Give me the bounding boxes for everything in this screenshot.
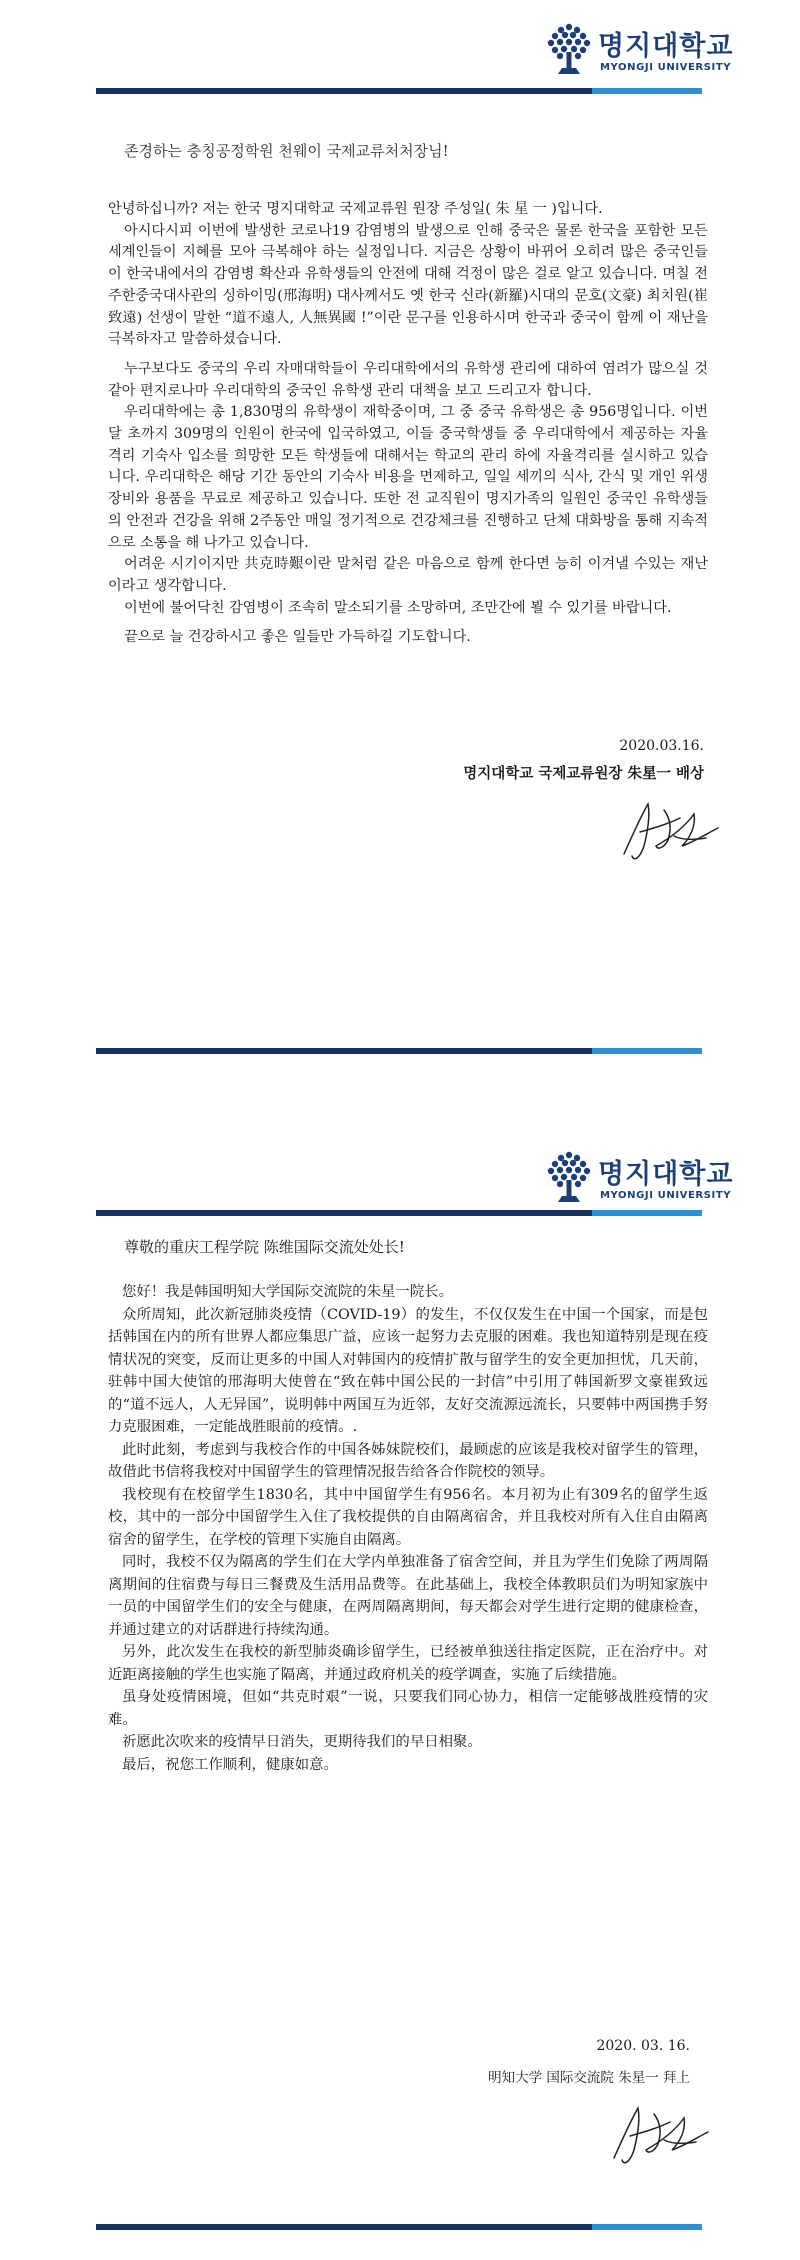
chinese-sender: 明知大学 国际交流院 朱星一 拜上	[488, 2070, 690, 2086]
header-divider	[96, 1210, 702, 1216]
korean-paragraph: 이번에 불어닥친 감염병이 조속히 말소되기를 소망하며, 조만간에 뵐 수 있기를 바랍니다.	[124, 599, 672, 616]
chinese-salutation: 尊敬的重庆工程学院 陈维国际交流处处长!	[124, 1238, 405, 1256]
chinese-paragraph: 另外，此次发生在我校的新型肺炎确诊留学生，已经被单独送往指定医院，正在治疗中。对近距离接触的学生也实施了隔离，并通过政府机关的疫学调查，实施了后续措施。	[108, 1644, 708, 1683]
korean-salutation: 존경하는 충칭공정학원 천웨이 국제교류처처장님!	[124, 142, 449, 160]
chinese-paragraph: 众所周知，此次新冠肺炎疫情（COVID-19）的发生，不仅仅发生在中国一个国家，而是包括韩国在内的所有世界人都应集思广益，应该一起努力去克服的困难。我也知道特别是现在疫情状况的突变，反而让更多的中国人对韩国内的疫情扩散与留学生的安全更加担忧，几天前，驻韩中国大使馆的邢海明大使曾在“致在韩中国公民的一封信”中引用了韩国新罗文豪崔致远的“道不远人，人无异国”，说明韩中两国互为近邻，友好交流源远流长，只要韩中两国携手努力克服困难，一定能战胜眼前的疫情。.	[108, 1306, 708, 1435]
tree-emblem-icon	[546, 22, 592, 76]
chinese-paragraph: 虽身处疫情困境，但如“共克时艰”一说，只要我们同心协力，相信一定能够战胜疫情的灾难。	[108, 1689, 708, 1728]
university-english-name: MYONGJI UNIVERSITY	[600, 1190, 732, 1201]
signature-icon	[610, 788, 740, 868]
chinese-letter-body	[108, 1236, 708, 1776]
footer-divider	[96, 1048, 702, 1054]
korean-letter-page	[0, 0, 800, 1120]
tree-emblem-icon	[546, 1150, 592, 1204]
korean-paragraph: 우리대학에는 총 1,830명의 유학생이 재학중이며, 그 중 중국 유학생은 총 956명입니다. 이번달 초까지 309명의 인원이 한국에 입국하였고, 이들 중국학생들 중 우리대학에서 제공하는 자율격리 기숙사 입소를 희망한 모든 학생들에 대해서는 학교의 관리 하에 자율격리를 실시하고 있습니다. 우리대학은 해당 기간 동안의 기숙사 비용을 면제하고, 일일 세끼의 식사, 간식 및 개인 위생장비와 용품을 무료로 제공하고 있습니다. 또한 전 교직원이 명지가족의 일원인 중국인 유학생들의 안전과 건강을 위해 2주동안 매일 정기적으로 건강체크를 진행하고 단체 대화방을 통해 지속적으로 소통을 해 나가고 있습니다.	[108, 404, 708, 551]
header-divider	[96, 88, 702, 94]
korean-paragraph: 끝으로 늘 건강하시고 좋은 일들만 가득하길 기도합니다.	[124, 629, 471, 646]
university-logo	[546, 1146, 786, 1212]
chinese-paragraph: 此时此刻，考虑到与我校合作的中国各姊妹院校们，最顾虑的应该是我校对留学生的管理，故借此书信将我校对中国留学生的管理情况报告给各合作院校的领导。	[108, 1441, 708, 1480]
chinese-date: 2020. 03. 16.	[596, 2038, 690, 2054]
korean-paragraph: 안녕하십니까? 저는 한국 명지대학교 국제교류원 원장 주성일( 朱 星 一 )입니다.	[108, 201, 603, 217]
university-logo	[546, 18, 786, 84]
korean-paragraph: 누구보다도 중국의 우리 자매대학들이 우리대학에서의 유학생 관리에 대하여 염려가 많으실 것 같아 편지로나마 우리대학의 중국인 유학생 관리 대책을 보고 드리고자 합니다.	[108, 360, 708, 399]
korean-paragraph: 어려운 시기이지만 共克時艱이란 말처럼 같은 마음으로 함께 한다면 능히 이겨낼 수있는 재난이라고 생각합니다.	[108, 556, 708, 594]
chinese-letter-page	[0, 1130, 800, 2260]
chinese-paragraph: 您好！我是韩国明知大学国际交流院的朱星一院长。	[122, 1284, 453, 1300]
korean-date: 2020.03.16.	[619, 738, 704, 754]
chinese-paragraph: 祈愿此次吹来的疫情早日消失，更期待我们的早日相聚。	[122, 1734, 482, 1750]
signature-icon	[600, 2092, 730, 2172]
chinese-paragraph: 同时，我校不仅为隔离的学生们在大学内单独准备了宿舍空间，并且为学生们免除了两周隔离期间的住宿费与每日三餐费及生活用品费等。在此基础上，我校全体教职员们为明知家族中一员的中国留学生们的安全与健康，在两周隔离期间，每天都会对学生进行定期的健康检查，并通过建立的对话群进行持续沟通。	[108, 1554, 708, 1638]
university-name: 명지대학교	[598, 31, 734, 62]
korean-letter-body	[108, 140, 708, 649]
chinese-paragraph: 最后，祝您工作顺利，健康如意。	[122, 1756, 338, 1773]
korean-sender: 명지대학교 국제교류원장 朱星一 배상	[463, 766, 704, 782]
university-english-name: MYONGJI UNIVERSITY	[600, 62, 732, 73]
footer-divider	[96, 2224, 702, 2230]
university-name: 명지대학교	[598, 1159, 734, 1190]
korean-paragraph: 아시다시피 이번에 발생한 코로나19 감염병의 발생으로 인해 중국은 물론 한국을 포함한 모든 세계인들이 지혜를 모아 극복해야 하는 실정입니다. 지금은 상황이 바뀌어 오히려 많은 중국인들이 한국내에서의 감염병 확산과 유학생들의 안전에 대해 걱정이 많은 걸로 알고 있습니다. 며칠 전 주한중국대사관의 싱하이밍(邢海明) 대사께서도 옛 한국 신라(新羅)시대의 문호(文豪) 최치원(崔致遠) 선생이 말한 “道不遠人, 人無異國 !”이란 문구를 인용하시며 한국과 중국이 함께 이 재난을 극복하자고 말씀하셨습니다.	[108, 222, 708, 348]
chinese-paragraph: 我校现有在校留学生1830名，其中中国留学生有956名。本月初为止有309名的留学生返校，其中的一部分中国留学生入住了我校提供的自由隔离宿舍，并且我校对所有入住自由隔离宿舍的留学生，在学校的管理下实施自由隔离。	[108, 1486, 708, 1548]
